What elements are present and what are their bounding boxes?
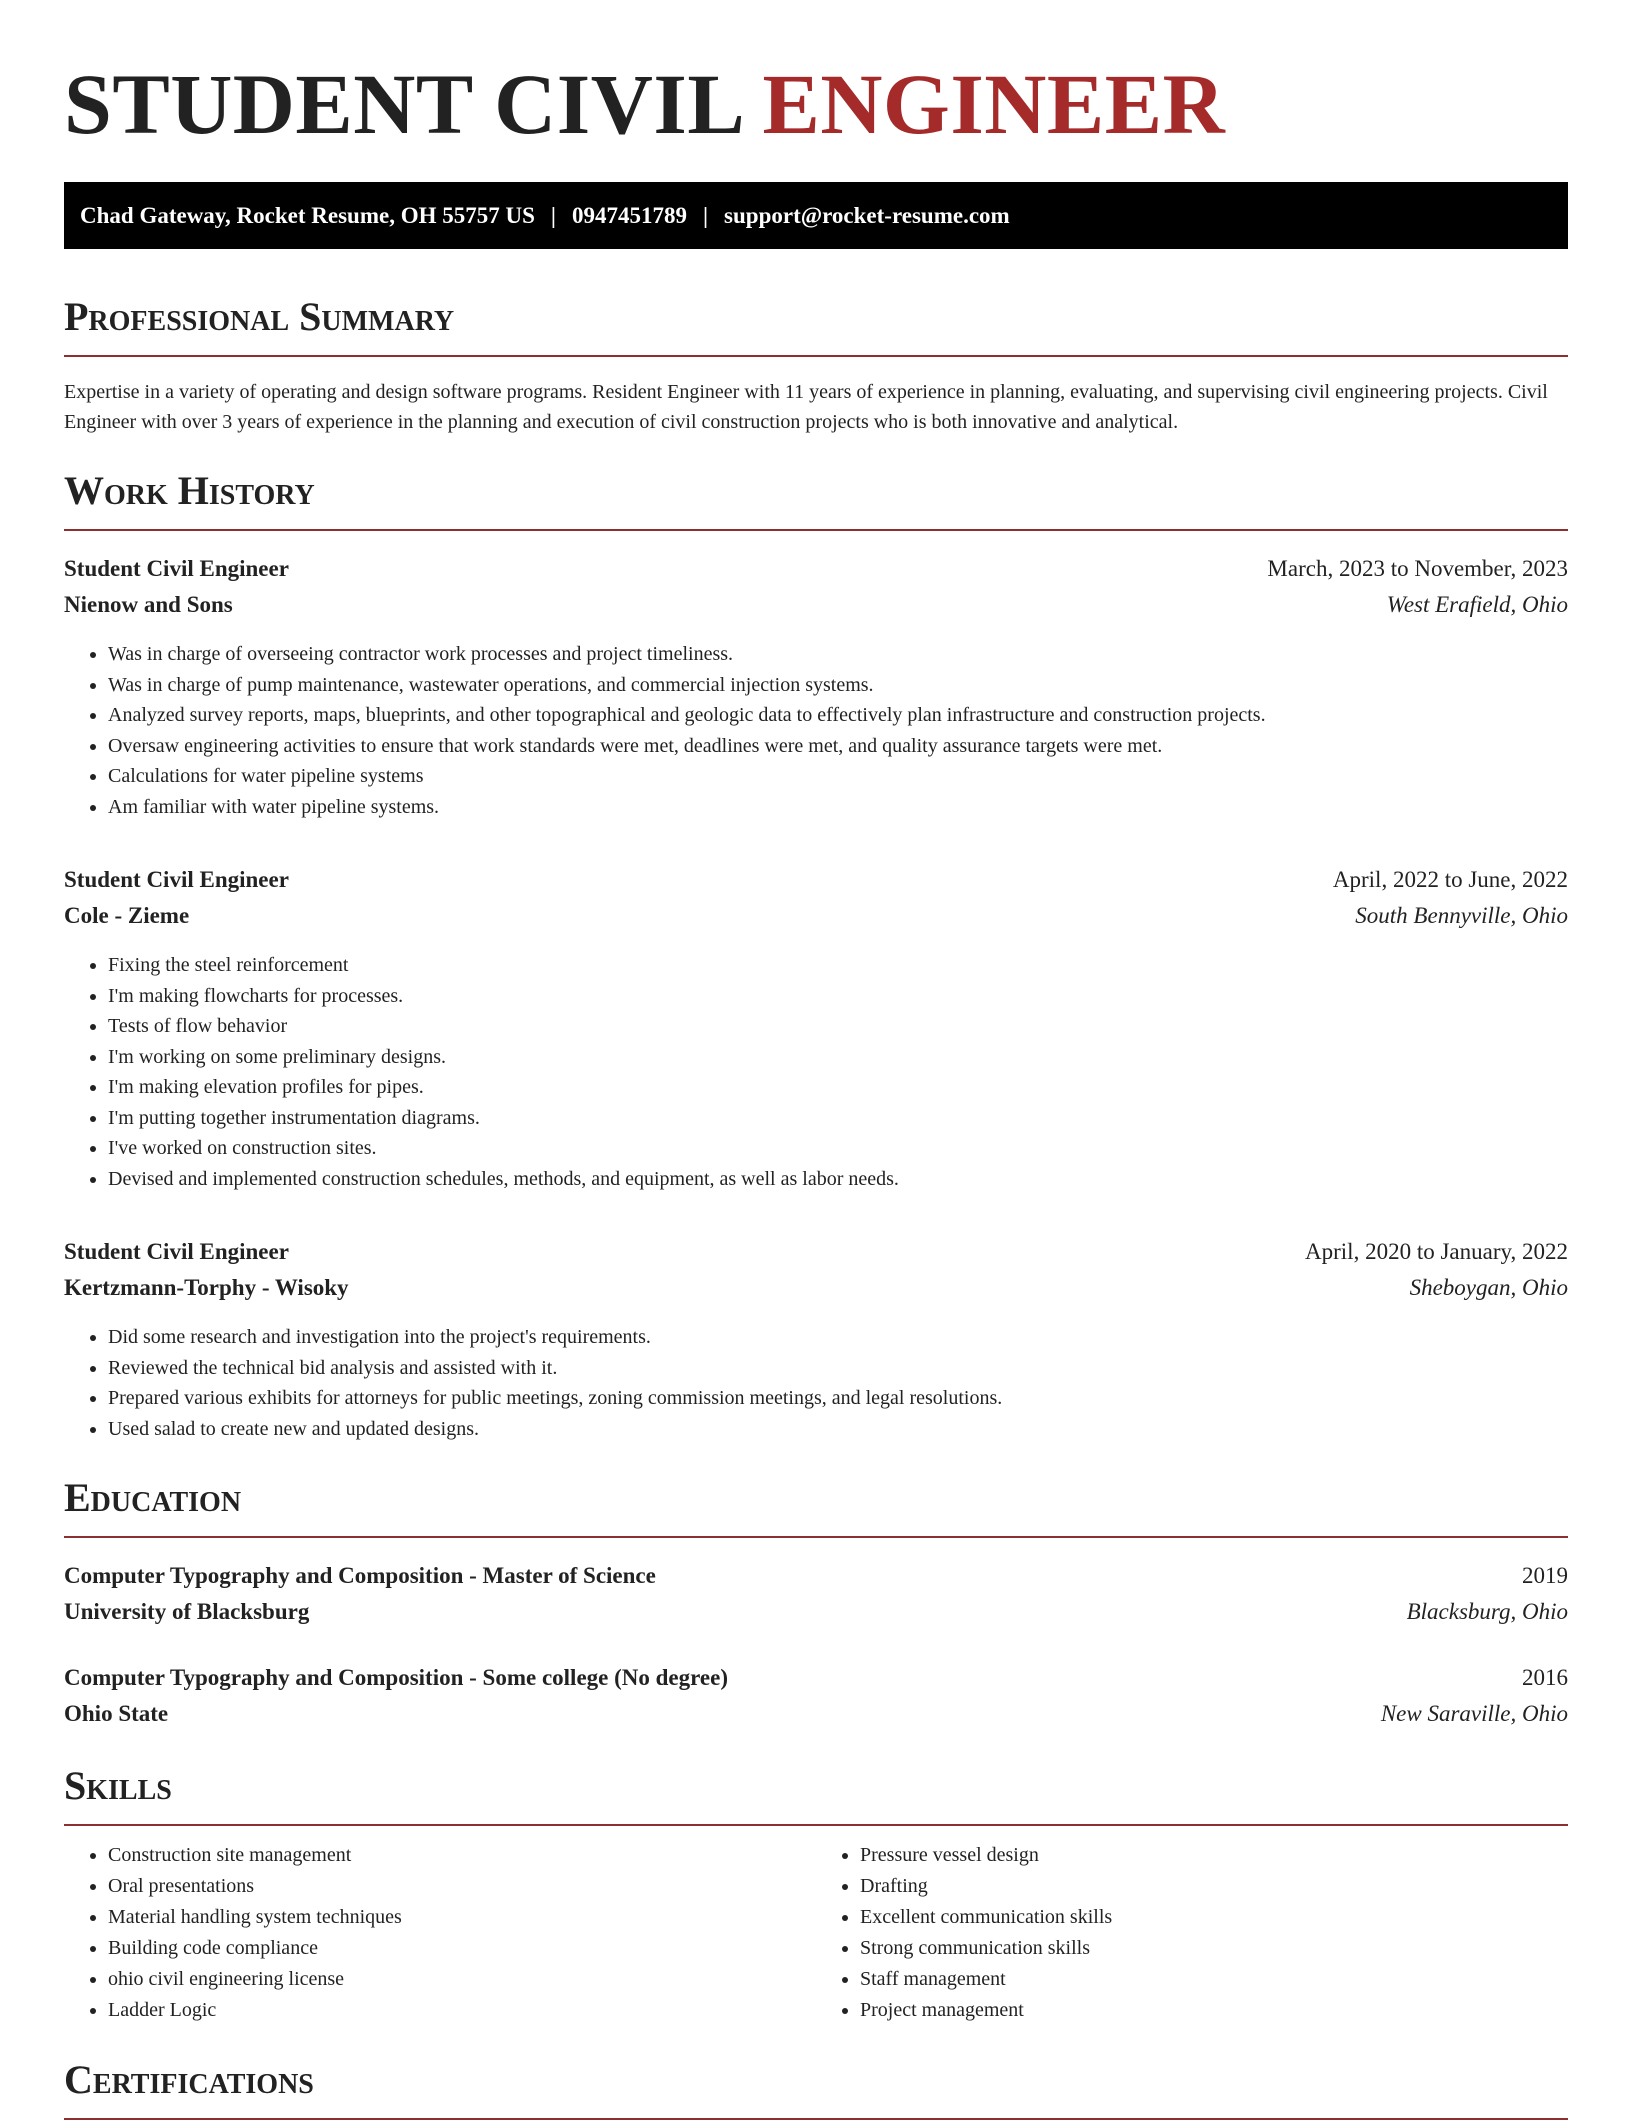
job-dates: April, 2020 to January, 2022 xyxy=(1305,1239,1568,1264)
skill-item: • Building code compliance xyxy=(108,1933,816,1964)
job-dates: March, 2023 to November, 2023 xyxy=(1267,556,1568,581)
job-bullet: • Reviewed the technical bid analysis and assisted with it. xyxy=(108,1353,1568,1384)
job-location: South Bennyville, Ohio xyxy=(1355,903,1568,928)
education-school: University of Blacksburg xyxy=(64,1599,310,1624)
section-divider xyxy=(64,529,1568,531)
summary-section xyxy=(64,293,1568,437)
job-entry xyxy=(64,862,1568,1194)
job-dates: April, 2022 to June, 2022 xyxy=(1332,867,1568,892)
summary-text: Expertise in a variety of operating and design software programs. Resident Engineer with 11 years of experience in planning, evaluating, and supervising civil engineering projects. Civil Engineer with over 3 years of experience in the planning and execution of civil construction projects who is both innovative and analytical. xyxy=(64,381,1548,433)
contact-email[interactable]: support@rocket-resume.com xyxy=(724,202,1010,228)
job-bullet: • Devised and implemented construction schedules, methods, and equipment, as well as labor needs. xyxy=(108,1164,1568,1195)
skill-item: • Construction site management xyxy=(108,1840,816,1871)
job-bullet: • Calculations for water pipeline systems xyxy=(108,761,1568,792)
skills-section xyxy=(64,1762,1568,2026)
job-header-row xyxy=(64,1234,1568,1270)
job-location: West Erafield, Ohio xyxy=(1386,592,1568,617)
title-main: STUDENT CIVIL xyxy=(64,56,763,152)
job-header-row xyxy=(64,862,1568,898)
job-bullet: • Tests of flow behavior xyxy=(108,1011,1568,1042)
job-bullet: • I've worked on construction sites. xyxy=(108,1133,1568,1164)
section-heading-education: Education xyxy=(64,1475,242,1520)
education-location: Blacksburg, Ohio xyxy=(1406,1599,1568,1624)
job-entry xyxy=(64,1234,1568,1444)
job-bullet: • I'm working on some preliminary designs. xyxy=(108,1042,1568,1073)
skill-item: • Ladder Logic xyxy=(108,1995,816,2026)
job-title: Student Civil Engineer xyxy=(64,1239,289,1264)
job-bullet: • Fixing the steel reinforcement xyxy=(108,950,1568,981)
job-bullets xyxy=(64,1322,1568,1444)
job-bullets xyxy=(64,639,1568,822)
job-bullet: • I'm putting together instrumentation diagrams. xyxy=(108,1103,1568,1134)
job-title: Student Civil Engineer xyxy=(64,867,289,892)
contact-separator: | xyxy=(550,202,556,228)
section-heading-certifications: Certifications xyxy=(64,2057,314,2102)
section-heading-summary: Professional Summary xyxy=(64,294,455,339)
job-list xyxy=(64,551,1568,1444)
skill-item: • Staff management xyxy=(860,1964,1568,1995)
job-bullet: • Was in charge of pump maintenance, wastewater operations, and commercial injection systems. xyxy=(108,670,1568,701)
job-bullet: • I'm making elevation profiles for pipes. xyxy=(108,1072,1568,1103)
skill-item: • Pressure vessel design xyxy=(860,1840,1568,1871)
section-heading-skills: Skills xyxy=(64,1763,172,1808)
section-divider xyxy=(64,1824,1568,1826)
job-company-row xyxy=(64,898,1568,934)
contact-address: Chad Gateway, Rocket Resume, OH 55757 US xyxy=(80,202,535,228)
job-company: Cole - Zieme xyxy=(64,903,190,928)
job-title: Student Civil Engineer xyxy=(64,556,289,581)
job-bullet: • I'm making flowcharts for processes. xyxy=(108,981,1568,1012)
skill-item: • Excellent communication skills xyxy=(860,1902,1568,1933)
job-company-row xyxy=(64,1270,1568,1306)
section-divider xyxy=(64,1536,1568,1538)
skills-list-right xyxy=(816,1840,1568,2026)
certifications-section xyxy=(64,2056,1568,2120)
skill-item: • Project management xyxy=(860,1995,1568,2026)
skill-item: • ohio civil engineering license xyxy=(108,1964,816,1995)
job-company: Kertzmann-Torphy - Wisoky xyxy=(64,1275,349,1300)
job-bullet: • Oversaw engineering activities to ensure that work standards were met, deadlines were met, and quality assurance targets were met. xyxy=(108,731,1568,762)
job-bullet: • Am familiar with water pipeline systems. xyxy=(108,792,1568,823)
job-bullet: • Did some research and investigation into the project's requirements. xyxy=(108,1322,1568,1353)
skill-item: • Oral presentations xyxy=(108,1871,816,1902)
education-year: 2016 xyxy=(1522,1665,1568,1690)
resume-title xyxy=(64,0,1568,154)
education-school: Ohio State xyxy=(64,1701,169,1726)
education-school-row xyxy=(64,1594,1568,1630)
education-entry xyxy=(64,1660,1568,1732)
job-bullet: • Analyzed survey reports, maps, blueprints, and other topographical and geologic data to effectively plan infrastructure and construction projects. xyxy=(108,700,1568,731)
contact-phone: 0947451789 xyxy=(571,202,687,228)
skill-item: • Material handling system techniques xyxy=(108,1902,816,1933)
section-heading-work: Work History xyxy=(64,468,315,513)
education-location: New Saraville, Ohio xyxy=(1380,1701,1568,1726)
education-entry xyxy=(64,1558,1568,1630)
job-company-row xyxy=(64,587,1568,623)
contact-separator: | xyxy=(702,202,709,228)
skill-item: • Strong communication skills xyxy=(860,1933,1568,1964)
title-accent: ENGINEER xyxy=(762,56,1226,152)
education-list xyxy=(64,1558,1568,1732)
job-bullet: • Prepared various exhibits for attorneys for public meetings, zoning commission meetings, and legal resolutions. xyxy=(108,1383,1568,1414)
education-degree-row xyxy=(64,1558,1568,1594)
job-bullets xyxy=(64,950,1568,1194)
skills-columns xyxy=(64,1840,1568,2026)
job-bullet: • Was in charge of overseeing contractor work processes and project timeliness. xyxy=(108,639,1568,670)
job-bullet: • Used salad to create new and updated designs. xyxy=(108,1414,1568,1445)
education-degree: Computer Typography and Composition - Some college (No degree) xyxy=(64,1665,729,1690)
work-history-section xyxy=(64,467,1568,1444)
job-entry xyxy=(64,551,1568,822)
skill-item: • Drafting xyxy=(860,1871,1568,1902)
section-divider xyxy=(64,355,1568,357)
job-company: Nienow and Sons xyxy=(64,592,233,617)
education-section xyxy=(64,1474,1568,1732)
education-degree: Computer Typography and Composition - Master of Science xyxy=(64,1563,656,1588)
education-school-row xyxy=(64,1696,1568,1732)
job-header-row xyxy=(64,551,1568,587)
education-degree-row xyxy=(64,1660,1568,1696)
education-year: 2019 xyxy=(1522,1563,1568,1588)
job-location: Sheboygan, Ohio xyxy=(1409,1275,1568,1300)
skills-list-left xyxy=(64,1840,816,2026)
contact-bar xyxy=(64,182,1568,249)
